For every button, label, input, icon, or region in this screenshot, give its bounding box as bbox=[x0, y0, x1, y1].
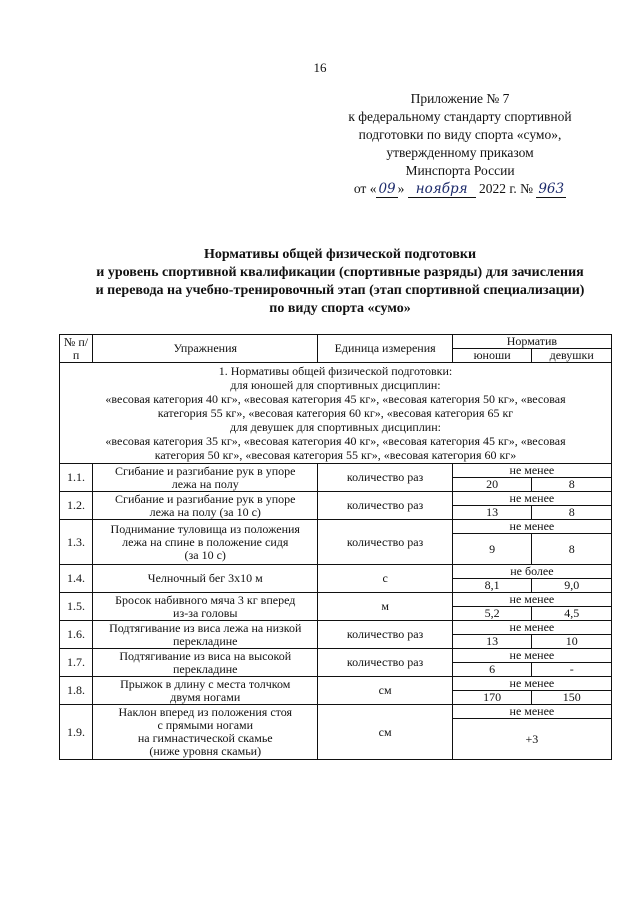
exercise-line: из-за головы bbox=[173, 605, 238, 620]
table-row bbox=[60, 565, 612, 579]
row-number: 1.2. bbox=[60, 492, 93, 520]
norm-value-boys: 170 bbox=[452, 691, 532, 705]
unit-cell: количество раз bbox=[318, 649, 452, 677]
header-norm: Норматив bbox=[452, 335, 611, 349]
norm-value-girls: 10 bbox=[532, 635, 612, 649]
norms-table bbox=[59, 334, 612, 760]
row-number: 1.5. bbox=[60, 593, 93, 621]
row-number: 1.6. bbox=[60, 621, 93, 649]
norm-value-boys: 13 bbox=[452, 506, 532, 520]
exercise-line: Челночный бег 3х10 м bbox=[147, 571, 263, 585]
unit-cell: см bbox=[318, 705, 452, 760]
table-row bbox=[60, 464, 612, 478]
exercise-line: Сгибание и разгибание рук в упоре bbox=[115, 491, 296, 506]
exercise-line: перекладине bbox=[173, 633, 238, 648]
exercise-cell bbox=[93, 593, 318, 621]
handwritten-order-number: 963 bbox=[538, 181, 565, 197]
handwritten-day: 09 bbox=[378, 181, 396, 197]
table-row bbox=[60, 593, 612, 607]
document-title bbox=[60, 246, 620, 318]
section-line: «весовая категория 40 кг», «весовая категория 45 кг», «весовая категория 50 кг», «весовая bbox=[105, 392, 566, 406]
header-boys: юноши bbox=[452, 349, 532, 363]
date-quote-close: » bbox=[397, 181, 405, 196]
norm-value-girls: - bbox=[532, 663, 612, 677]
appendix-block bbox=[330, 90, 590, 198]
norm-condition: не менее bbox=[452, 677, 611, 691]
title-line: по виду спорта «сумо» bbox=[269, 301, 411, 316]
norm-condition: не менее bbox=[452, 621, 611, 635]
header-unit: Единица измерения bbox=[318, 335, 452, 363]
table-row bbox=[60, 621, 612, 635]
unit-cell: м bbox=[318, 593, 452, 621]
exercise-line: Наклон вперед из положения стоя bbox=[118, 705, 293, 719]
unit-cell: см bbox=[318, 677, 452, 705]
norm-value-combined: +3 bbox=[452, 719, 611, 760]
section-line: категория 55 кг», «весовая категория 60 кг», «весовая категория 65 кг bbox=[157, 406, 514, 420]
section-heading bbox=[60, 363, 612, 464]
exercise-line: лежа на полу bbox=[171, 476, 239, 491]
table-row bbox=[60, 677, 612, 691]
norm-condition: не менее bbox=[452, 492, 611, 506]
exercise-cell bbox=[93, 464, 318, 492]
section-line: категория 50 кг», «весовая категория 55 кг», «весовая категория 60 кг» bbox=[154, 448, 517, 462]
order-date-line bbox=[330, 180, 590, 198]
header-exercise: Упражнения bbox=[93, 335, 318, 363]
norm-value-girls: 8 bbox=[532, 478, 612, 492]
exercise-line: Бросок набивного мяча 3 кг вперед bbox=[115, 592, 296, 607]
norm-condition: не менее bbox=[452, 464, 611, 478]
exercise-line: Подтягивание из виса лежа на низкой bbox=[109, 620, 302, 635]
norm-value-girls: 8 bbox=[532, 534, 612, 565]
exercise-line: двумя ногами bbox=[170, 689, 241, 704]
exercise-cell bbox=[93, 565, 318, 593]
table-row bbox=[60, 520, 612, 534]
norm-value-boys: 8,1 bbox=[452, 579, 532, 593]
page-number: 16 bbox=[313, 60, 327, 75]
unit-cell: количество раз bbox=[318, 520, 452, 565]
norm-value-boys: 6 bbox=[452, 663, 532, 677]
exercise-line: Сгибание и разгибание рук в упоре bbox=[115, 463, 296, 478]
exercise-line: (ниже уровня скамьи) bbox=[149, 744, 262, 758]
norm-value-girls: 9,0 bbox=[532, 579, 612, 593]
date-prefix: от « bbox=[353, 181, 377, 196]
table-row bbox=[60, 492, 612, 506]
year-text: 2022 г. № bbox=[478, 181, 533, 196]
unit-cell: количество раз bbox=[318, 464, 452, 492]
row-number: 1.7. bbox=[60, 649, 93, 677]
exercise-cell bbox=[93, 677, 318, 705]
section-line: для юношей для спортивных дисциплин: bbox=[230, 378, 441, 392]
exercise-cell bbox=[93, 649, 318, 677]
exercise-cell bbox=[93, 621, 318, 649]
row-number: 1.8. bbox=[60, 677, 93, 705]
appendix-line: к федеральному стандарту спортивной bbox=[348, 109, 572, 124]
norm-value-girls: 8 bbox=[532, 506, 612, 520]
table-row bbox=[60, 705, 612, 719]
unit-cell: количество раз bbox=[318, 492, 452, 520]
row-number: 1.1. bbox=[60, 464, 93, 492]
row-number: 1.4. bbox=[60, 565, 93, 593]
appendix-line: подготовки по виду спорта «сумо», bbox=[358, 127, 562, 142]
norm-condition: не менее bbox=[452, 520, 611, 534]
section-line: «весовая категория 35 кг», «весовая категория 40 кг», «весовая категория 45 кг», «весовая bbox=[105, 434, 566, 448]
exercise-line: лежа на полу (за 10 с) bbox=[149, 504, 261, 519]
appendix-line: Приложение № 7 bbox=[410, 91, 510, 106]
title-line: и уровень спортивной квалификации (спортивные разряды) для зачисления bbox=[96, 265, 584, 280]
exercise-line: с прямыми ногами bbox=[157, 718, 254, 732]
unit-cell: количество раз bbox=[318, 621, 452, 649]
norm-value-boys: 9 bbox=[452, 534, 532, 565]
exercise-line: Прыжок в длину с места толчком bbox=[120, 676, 291, 691]
unit-cell: с bbox=[318, 565, 452, 593]
exercise-line: Поднимание туловища из положения bbox=[110, 521, 300, 536]
norm-value-girls: 4,5 bbox=[532, 607, 612, 621]
exercise-cell bbox=[93, 705, 318, 760]
norm-value-girls: 150 bbox=[532, 691, 612, 705]
section-line: 1. Нормативы общей физической подготовки: bbox=[218, 364, 453, 378]
norm-condition: не менее bbox=[452, 705, 611, 719]
exercise-line: перекладине bbox=[173, 661, 238, 676]
exercise-cell bbox=[93, 520, 318, 565]
section-line: для девушек для спортивных дисциплин: bbox=[229, 420, 441, 434]
exercise-line: Подтягивание из виса на высокой bbox=[119, 648, 292, 663]
handwritten-month: ноября bbox=[408, 182, 476, 198]
row-number: 1.9. bbox=[60, 705, 93, 760]
exercise-line: лежа на спине в положение сидя bbox=[122, 534, 289, 549]
norm-condition: не менее bbox=[452, 593, 611, 607]
norm-condition: не более bbox=[452, 565, 611, 579]
header-girls: девушки bbox=[532, 349, 612, 363]
norm-condition: не менее bbox=[452, 649, 611, 663]
norm-value-boys: 5,2 bbox=[452, 607, 532, 621]
norm-value-boys: 20 bbox=[452, 478, 532, 492]
title-line: Нормативы общей физической подготовки bbox=[203, 247, 477, 262]
title-line: и перевода на учебно-тренировочный этап (этап спортивной специализации) bbox=[95, 283, 585, 298]
norm-value-boys: 13 bbox=[452, 635, 532, 649]
exercise-cell bbox=[93, 492, 318, 520]
appendix-line: Минспорта России bbox=[405, 163, 515, 178]
row-number: 1.3. bbox=[60, 520, 93, 565]
table-row bbox=[60, 649, 612, 663]
exercise-line: на гимнастической скамье bbox=[137, 731, 273, 745]
header-num: № п/п bbox=[60, 335, 93, 363]
exercise-line: (за 10 с) bbox=[184, 547, 226, 562]
appendix-line: утвержденному приказом bbox=[386, 145, 534, 160]
